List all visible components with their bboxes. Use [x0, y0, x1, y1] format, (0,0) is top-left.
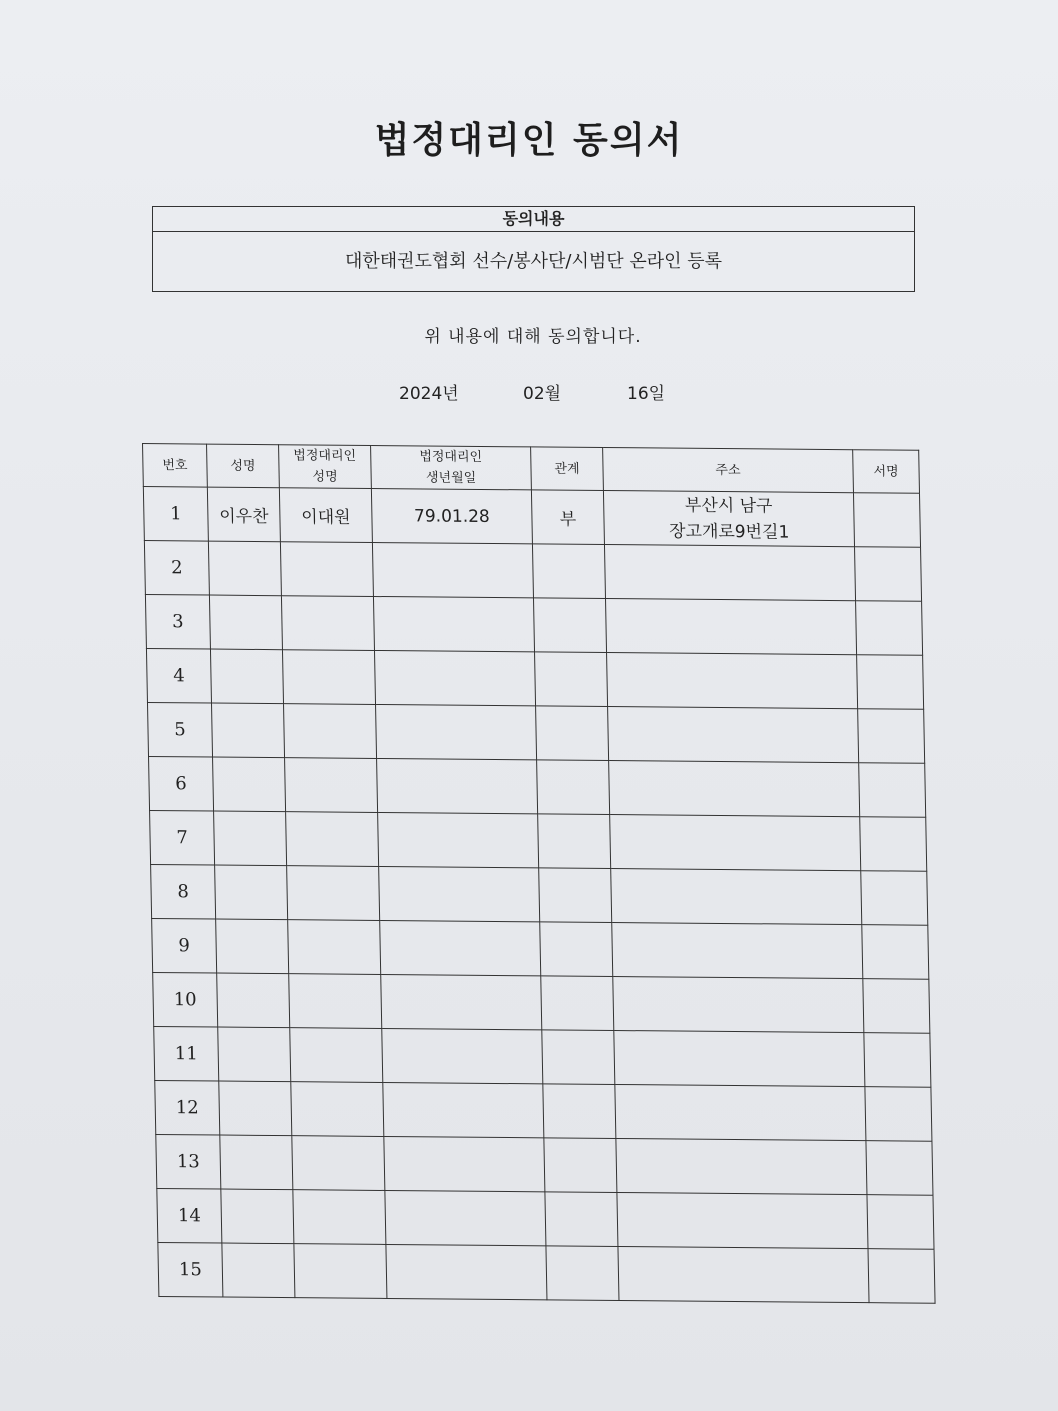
row-guardian-birth [383, 1082, 544, 1137]
row-address [606, 599, 857, 655]
row-relation [538, 814, 611, 869]
document-title: 법정대리인 동의서 [374, 120, 684, 161]
row-signature [862, 925, 929, 980]
row-name [222, 1243, 295, 1298]
row-relation [532, 544, 605, 599]
row-guardian-name [291, 1082, 384, 1137]
row-number: 8 [151, 864, 216, 919]
row-name [209, 595, 282, 650]
table-body [143, 487, 935, 1304]
row-number: 1 [143, 487, 208, 542]
row-guardian-name [281, 596, 374, 651]
row-relation [540, 922, 613, 977]
row-address-line1: 부산시 남구 [684, 495, 773, 516]
row-number: 15 [158, 1242, 223, 1297]
row-name [211, 703, 284, 758]
table-row [151, 864, 928, 925]
table-header-row [143, 444, 920, 494]
row-relation [537, 760, 610, 815]
row-number: 10 [153, 972, 218, 1027]
table-row [150, 810, 927, 871]
row-signature [856, 601, 923, 656]
row-guardian-name [292, 1136, 385, 1191]
row-guardian-birth [386, 1244, 547, 1299]
row-guardian-name [294, 1244, 387, 1299]
row-number: 5 [147, 702, 212, 757]
row-number: 4 [146, 648, 211, 703]
header-signature: 서명 [853, 450, 920, 494]
row-relation [543, 1084, 616, 1139]
row-guardian-name [285, 758, 378, 813]
row-signature [858, 709, 925, 764]
row-signature [859, 763, 926, 818]
row-address [604, 545, 855, 601]
row-relation [544, 1138, 617, 1193]
table-row [149, 756, 926, 817]
row-name [217, 973, 290, 1028]
header-guardian-birth [371, 445, 532, 489]
table-row [157, 1188, 934, 1249]
row-name [214, 811, 287, 866]
header-guardian-name-line2: 성명 [312, 469, 338, 485]
header-relation: 관계 [531, 447, 604, 491]
date-month: 02월 [523, 384, 562, 404]
row-name: 이우찬 [207, 487, 280, 542]
row-guardian-name [288, 920, 381, 975]
row-address [609, 761, 860, 817]
row-name [218, 1027, 291, 1082]
table-row [155, 1080, 932, 1141]
row-name [219, 1081, 292, 1136]
row-guardian-birth [378, 812, 539, 867]
row-guardian-name [280, 542, 373, 597]
row-guardian-birth [380, 920, 541, 975]
row-guardian-birth [379, 866, 540, 921]
row-signature [861, 871, 928, 926]
row-number: 6 [149, 756, 214, 811]
row-signature [857, 655, 924, 710]
row-number: 9 [152, 918, 217, 973]
row-guardian-birth [377, 758, 538, 813]
row-number: 2 [144, 541, 209, 596]
row-guardian-name [286, 812, 379, 867]
row-guardian-name: 이대원 [279, 488, 372, 543]
row-address [614, 1030, 865, 1086]
row-address [618, 1246, 869, 1302]
row-address [612, 923, 863, 979]
row-number: 7 [150, 810, 215, 865]
row-number: 3 [145, 594, 210, 649]
consent-header: 동의내용 [153, 207, 914, 232]
row-guardian-birth [381, 974, 542, 1029]
row-relation [542, 1030, 615, 1085]
row-guardian-name [284, 704, 377, 759]
table-row [146, 648, 923, 709]
row-name [216, 919, 289, 974]
guardian-table [142, 443, 936, 1304]
row-signature [860, 817, 927, 872]
header-name: 성명 [207, 444, 280, 488]
header-guardian-birth-line1: 법정대리인 [419, 449, 483, 465]
row-signature [853, 493, 920, 548]
table-row [144, 541, 921, 602]
row-signature [855, 547, 922, 602]
row-relation [533, 598, 606, 653]
row-number: 11 [154, 1026, 219, 1081]
table-row [143, 487, 920, 548]
row-signature [864, 1033, 931, 1088]
consent-body: 대한태권도협회 선수/봉사단/시범단 온라인 등록 [344, 251, 723, 272]
table-row [158, 1242, 935, 1303]
row-name [208, 541, 281, 596]
agreement-statement: 위 내용에 대해 동의합니다. [424, 327, 642, 347]
table-row [153, 972, 930, 1033]
row-guardian-birth [374, 650, 535, 705]
row-guardian-birth [372, 542, 533, 597]
row-address [615, 1084, 866, 1140]
row-number: 14 [157, 1188, 222, 1243]
row-guardian-name [289, 974, 382, 1029]
row-address [611, 869, 862, 925]
table-row [152, 918, 929, 979]
row-number: 13 [156, 1134, 221, 1189]
row-guardian-name [290, 1028, 383, 1083]
row-address-line2: 장고개로9번길1 [668, 521, 790, 543]
row-relation [546, 1246, 619, 1301]
header-guardian-name [279, 445, 372, 489]
consent-box [152, 206, 915, 292]
row-signature [867, 1195, 934, 1250]
table-row [156, 1134, 933, 1195]
table-row [147, 702, 924, 763]
row-relation: 부 [531, 490, 604, 545]
date-day: 16일 [627, 384, 666, 404]
header-no: 번호 [143, 444, 208, 488]
row-relation [536, 706, 609, 761]
row-guardian-birth [385, 1190, 546, 1245]
row-address [608, 707, 859, 763]
header-guardian-birth-line2: 생년월일 [425, 470, 477, 486]
row-address [607, 653, 858, 709]
row-name [213, 757, 286, 812]
row-guardian-birth [376, 704, 537, 759]
row-guardian-birth: 79.01.28 [371, 488, 532, 543]
row-address [610, 815, 861, 871]
row-guardian-birth [373, 596, 534, 651]
row-signature [866, 1141, 933, 1196]
table-row [145, 594, 922, 655]
date-year: 2024년 [399, 384, 459, 404]
row-relation [535, 652, 608, 707]
row-name [215, 865, 288, 920]
row-guardian-birth [384, 1136, 545, 1191]
row-signature [863, 979, 930, 1034]
row-signature [865, 1087, 932, 1142]
row-guardian-birth [382, 1028, 543, 1083]
row-address [613, 976, 864, 1032]
row-name [221, 1189, 294, 1244]
row-relation [541, 976, 614, 1031]
row-signature [868, 1249, 935, 1304]
row-name [220, 1135, 293, 1190]
row-guardian-name [282, 650, 375, 705]
header-address: 주소 [603, 448, 854, 493]
row-address [617, 1192, 868, 1248]
row-number: 12 [155, 1080, 220, 1135]
row-name [210, 649, 283, 704]
table-row [154, 1026, 931, 1087]
header-guardian-name-line1: 법정대리인 [293, 448, 357, 464]
row-guardian-name [293, 1190, 386, 1245]
row-guardian-name [287, 866, 380, 921]
row-relation [545, 1192, 618, 1247]
row-relation [539, 868, 612, 923]
row-address [603, 491, 854, 547]
row-address [616, 1138, 867, 1194]
